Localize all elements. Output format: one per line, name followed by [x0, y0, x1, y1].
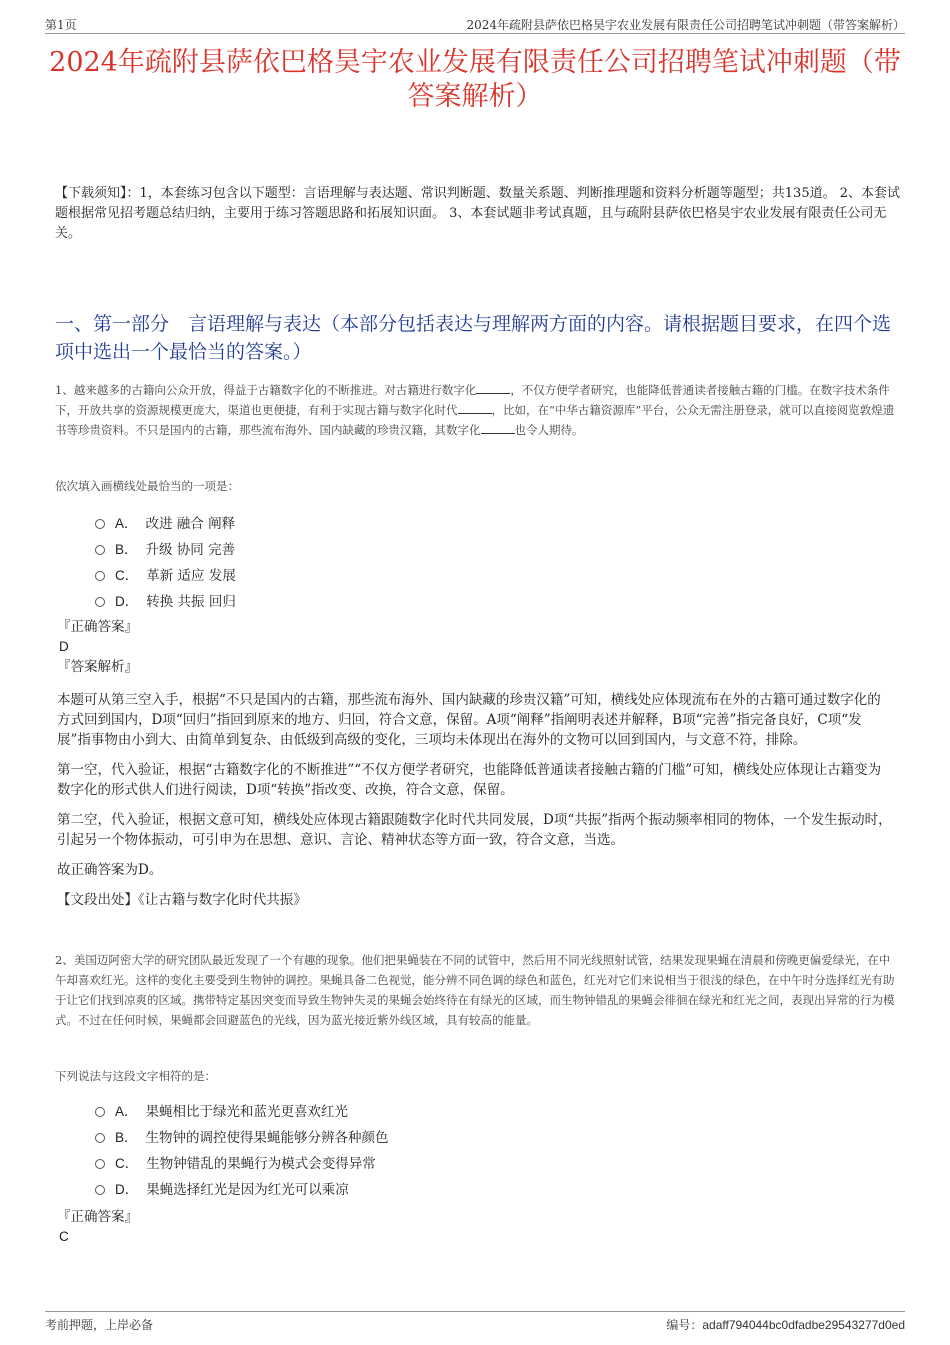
page-number: 第1页: [45, 18, 77, 32]
radio-icon[interactable]: [95, 597, 105, 607]
question-1-text-part: ，不仅方便学者研究，也能降低普通读者接触古籍的门槛。在数字技术条件下，开放共享的资源规模更庞大，渠道也更便捷，有利于实现古籍与数字化时代: [55, 383, 890, 417]
option-text: 转换 共振 回归: [146, 594, 236, 610]
option-c[interactable]: [95, 561, 236, 587]
option-a[interactable]: [95, 509, 236, 535]
option-text: 改进 融合 阐释: [145, 516, 236, 532]
option-text: 升级 协同 完善: [145, 542, 236, 558]
question-1-options: [95, 509, 236, 613]
fill-blank: [458, 402, 492, 414]
option-label: B．: [115, 1130, 138, 1145]
option-label: C．: [115, 1156, 139, 1171]
footer-code-label: 编号：: [666, 1318, 703, 1332]
section-heading: 一、第一部分 言语理解与表达（本部分包括表达与理解两方面的内容。请根据题目要求，在四个选项中选出一个最恰当的答案。）: [55, 313, 892, 363]
answer-label: 『正确答案』: [57, 1209, 138, 1225]
radio-icon[interactable]: [95, 1159, 105, 1169]
option-text: 生物钟错乱的果蝇行为模式会变得异常: [146, 1156, 376, 1172]
question-2-answer: [57, 1207, 138, 1247]
question-2-options: [95, 1097, 389, 1201]
analysis-paragraph: 第一空，代入验证，根据“古籍数字化的不断推进”“不仅方便学者研究，也能降低普通读者接触古籍的门槛”可知，横线处应体现让古籍变为数字化的形式供人们进行阅读，D项“转换”指改变、改换，符合文意，保留。: [57, 762, 882, 798]
option-d[interactable]: [95, 1175, 389, 1201]
option-b[interactable]: [95, 535, 236, 561]
radio-icon[interactable]: [95, 1185, 105, 1195]
question-1-text-part: ，比如，在“中华古籍资源库”平台，公众无需注册登录，就可以直接阅览敦煌遗书等珍贵资料。不只是国内的古籍，那些流布海外、国内缺藏的珍贵汉籍，其数字化: [55, 403, 895, 437]
source-citation: 【文段出处】《让古籍与数字化时代共振》: [57, 892, 307, 908]
answer-value: D: [59, 639, 69, 654]
analysis-paragraph: 故正确答案为D。: [57, 862, 163, 878]
option-label: B．: [115, 542, 138, 557]
analysis-paragraph: 本题可从第三空入手，根据“不只是国内的古籍，那些流布海外、国内缺藏的珍贵汉籍”可知，横线处应体现流布在外的古籍可通过数字化的方式回到国内，D项“回归”指回到原来的地方、归回，符合文意，保留。A项“阐释”指阐明表述并解释，B项“完善”指完备良好，C项“发展”指事物由小到大、由简单到复杂、由低级到高级的变化，三项均未体现出在海外的文物可以回到国内，与文意不符，排除。: [57, 692, 881, 748]
download-notice: 【下载须知】：1，本套练习包含以下题型：言语理解与表达题、常识判断题、数量关系题、判断推理题和资料分析题等题型；共135道。 2、本套试题根据常见招考题总结归纳，主要用于练习答题思路和拓展知识面。 3、本套试题非考试真题，且与疏附县萨依巴格昊宇农业发展有限责任公司无关。: [55, 186, 900, 241]
answer-value: C: [59, 1229, 69, 1244]
answer-label: 『正确答案』: [57, 619, 138, 635]
radio-icon[interactable]: [95, 545, 105, 555]
analysis-paragraph: 第二空，代入验证，根据文意可知，横线处应体现古籍跟随数字化时代共同发展，D项“共振”指两个振动频率相同的物体，一个发生振动时，引起另一个物体振动，可引申为在思想、意识、言论、精神状态等方面一致，符合文意，当选。: [57, 812, 892, 848]
footer-slogan: 考前押题，上岸必备: [45, 1318, 154, 1332]
option-a[interactable]: [95, 1097, 389, 1123]
option-text: 生物钟的调控使得果蝇能够分辨各种颜色: [145, 1130, 389, 1146]
page-title: 2024年疏附县萨依巴格昊宇农业发展有限责任公司招聘笔试冲刺题（带答案解析）: [49, 47, 901, 112]
header-doc-title: 2024年疏附县萨依巴格昊宇农业发展有限责任公司招聘笔试冲刺题（带答案解析）: [466, 18, 905, 32]
question-1-text-part: 1、越来越多的古籍向公众开放，得益于古籍数字化的不断推进。对古籍进行数字化: [55, 383, 477, 397]
option-label: C．: [115, 568, 139, 583]
page-header: [45, 14, 905, 34]
analysis-label: 『答案解析』: [57, 659, 138, 675]
question-2-prompt: 下列说法与这段文字相符的是：: [55, 1069, 216, 1083]
radio-icon[interactable]: [95, 571, 105, 581]
option-c[interactable]: [95, 1149, 389, 1175]
option-label: A．: [115, 516, 138, 531]
page-footer: [45, 1311, 905, 1333]
fill-blank: [481, 422, 515, 434]
option-text: 革新 适应 发展: [146, 568, 236, 584]
footer-code-value: adaff794044bc0dfadbe29543277d0ed: [702, 1318, 905, 1332]
option-label: A．: [115, 1104, 138, 1119]
question-1-text: [55, 380, 900, 440]
option-label: D．: [115, 1182, 139, 1197]
question-1-answer: [57, 617, 138, 677]
option-text: 果蝇相比于绿光和蓝光更喜欢红光: [145, 1104, 349, 1120]
option-b[interactable]: [95, 1123, 389, 1149]
fill-blank: [476, 382, 510, 394]
option-label: D．: [115, 594, 139, 609]
question-2-text: 2、美国迈阿密大学的研究团队最近发现了一个有趣的现象。他们把果蝇装在不同的试管中，然后用不同光线照射试管，结果发现果蝇在清晨和傍晚更偏爱绿光，在中午却喜欢红光。这样的变化主要受到生物钟的调控。果蝇具备二色视觉，能分辨不同色调的绿色和蓝色，红光对它们来说相当于很浅的绿色，在中午时分选择红光有助于让它们找到凉爽的区域。携带特定基因突变而导致生物钟失灵的果蝇会始终待在有绿光的区域，而生物钟错乱的果蝇会徘徊在绿光和红光之间，表现出异常的行为模式。不过在任何时候，果蝇都会回避蓝色的光线，因为蓝光接近紫外线区域，具有较高的能量。: [55, 953, 895, 1027]
footer-code: [666, 1316, 905, 1333]
question-1-analysis: [57, 690, 892, 920]
question-1-text-part: 也令人期待。: [514, 423, 584, 437]
radio-icon[interactable]: [95, 1107, 105, 1117]
option-text: 果蝇选择红光是因为红光可以乘凉: [146, 1182, 349, 1198]
radio-icon[interactable]: [95, 519, 105, 529]
question-1-prompt: 依次填入画横线处最恰当的一项是：: [55, 479, 239, 493]
option-d[interactable]: [95, 587, 236, 613]
radio-icon[interactable]: [95, 1133, 105, 1143]
